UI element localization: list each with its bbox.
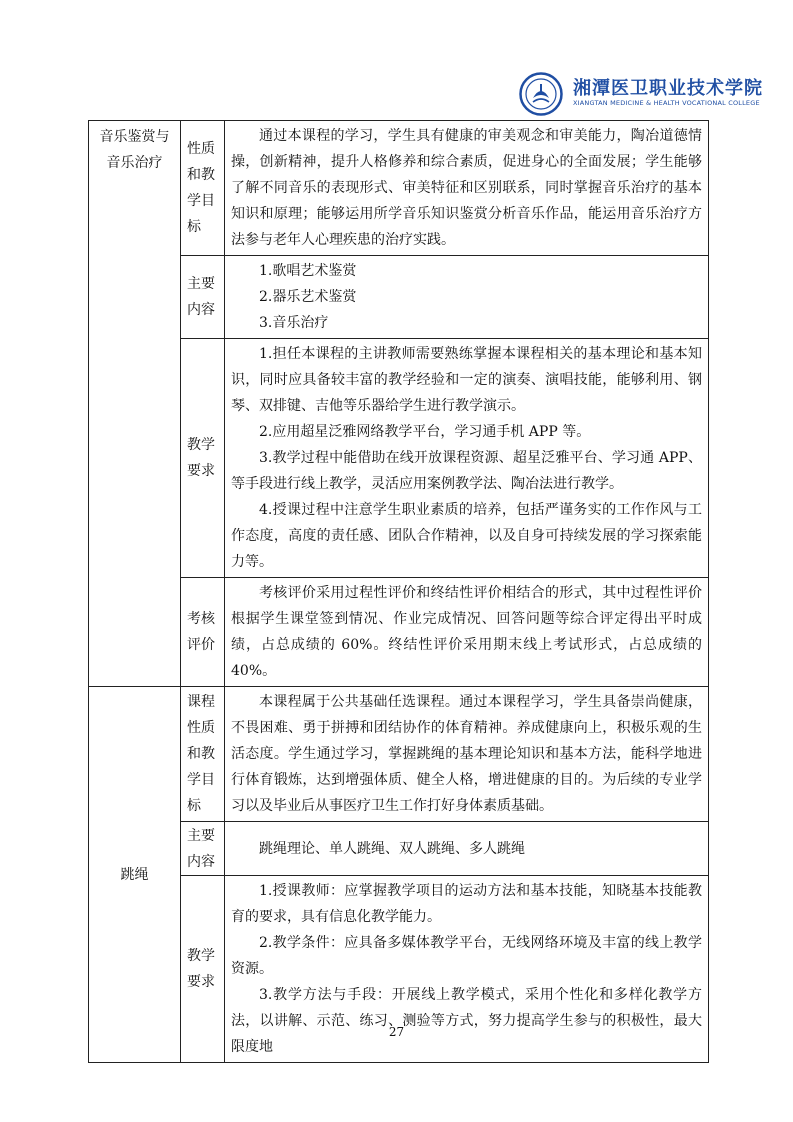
course-table (88, 120, 709, 1063)
content-paragraph: 考核评价采用过程性评价和终结性评价相结合的形式，其中过程性评价根据学生课堂签到情况、作业完成情况、回答问题等综合评定得出平时成绩，占总成绩的 60%。终结性评价采用期末线上考试形式，占总成绩的 40%。 (231, 585, 702, 679)
table-row (89, 687, 709, 822)
table-row (89, 121, 709, 256)
content-paragraph: 1.歌唱艺术鉴赏 (259, 263, 357, 279)
row-content (225, 256, 709, 339)
course-name-cell (89, 121, 181, 687)
row-label: 课程性质和教学目标 (181, 687, 225, 822)
content-paragraph: 跳绳理论、单人跳绳、双人跳绳、多人跳绳 (259, 840, 525, 857)
row-content (225, 822, 709, 876)
table-row (89, 256, 709, 339)
course-name: 音乐鉴赏与音乐治疗 (99, 129, 170, 171)
school-name-en: XIANGTAN MEDICINE & HEALTH VOCATIONAL COLLEGE (573, 99, 760, 107)
row-content (225, 339, 709, 578)
content-paragraph: 3.音乐治疗 (259, 315, 329, 331)
table-row (89, 339, 709, 578)
content-paragraph: 3.教学过程中能借助在线开放课程资源、超星泛雅平台、学习通 APP、等手段进行线上教学，灵活应用案例教学法、陶冶法进行教学。 (231, 450, 702, 492)
content-paragraph: 2.器乐艺术鉴赏 (259, 289, 357, 305)
table-row (89, 822, 709, 876)
course-name: 跳绳 (120, 866, 149, 883)
content-paragraph: 1.授课教师：应掌握教学项目的运动方法和基本技能，知晓基本技能教育的要求，具有信息化教学能力。 (231, 883, 702, 925)
content-paragraph: 本课程属于公共基础任选课程。通过本课程学习，学生具备崇尚健康，不畏困难、勇于拼搏和团结协作的体育精神。养成健康向上，积极乐观的生活态度。学生通过学习，掌握跳绳的基本理论知识和基本方法，能科学地进行体育锻炼，达到增强体质、健全人格，增进健康的目的。为后续的专业学习以及毕业后从事医疗卫生工作打好身体素质基础。 (231, 694, 702, 814)
row-content (225, 121, 709, 256)
school-emblem-icon (519, 72, 563, 116)
row-label: 考核评价 (181, 578, 225, 687)
row-label: 教学要求 (181, 876, 225, 1063)
school-name: 湘潭医卫职业技术学院 (573, 78, 763, 99)
school-logo (519, 72, 763, 116)
course-name-cell (89, 687, 181, 1063)
row-label: 教学要求 (181, 339, 225, 578)
content-paragraph: 3.教学方法与手段：开展线上教学模式，采用个性化和多样化教学方法，以讲解、示范、练习、测验等方式，努力提高学生参与的积极性，最大限度地 (231, 987, 702, 1055)
content-paragraph: 2.应用超星泛雅网络教学平台，学习通手机 APP 等。 (259, 424, 591, 440)
row-label: 性质和教学目标 (181, 121, 225, 256)
row-label: 主要内容 (181, 256, 225, 339)
content-paragraph: 2.教学条件：应具备多媒体教学平台，无线网络环境及丰富的线上教学资源。 (231, 935, 702, 977)
table-row (89, 578, 709, 687)
content-paragraph: 1.担任本课程的主讲教师需要熟练掌握本课程相关的基本理论和基本知识，同时应具备较丰富的教学经验和一定的演奏、演唱技能，能够利用、钢琴、双排键、吉他等乐器给学生进行教学演示。 (231, 346, 702, 414)
page-number: 27 (388, 1025, 405, 1039)
row-content (225, 687, 709, 822)
row-label: 主要内容 (181, 822, 225, 876)
content-paragraph: 4.授课过程中注意学生职业素质的培养，包括严谨务实的工作作风与工作态度，高度的责任感、团队合作精神，以及自身可持续发展的学习探索能力等。 (231, 502, 702, 570)
content-paragraph: 通过本课程的学习，学生具有健康的审美观念和审美能力，陶冶道德情操，创新精神，提升人格修养和综合素质，促进身心的全面发展；学生能够了解不同音乐的表现形式、审美特征和区别联系，同时掌握音乐治疗的基本知识和原理；能够运用所学音乐知识鉴赏分析音乐作品，能运用音乐治疗方法参与老年人心理疾患的治疗实践。 (231, 128, 702, 248)
row-content (225, 578, 709, 687)
